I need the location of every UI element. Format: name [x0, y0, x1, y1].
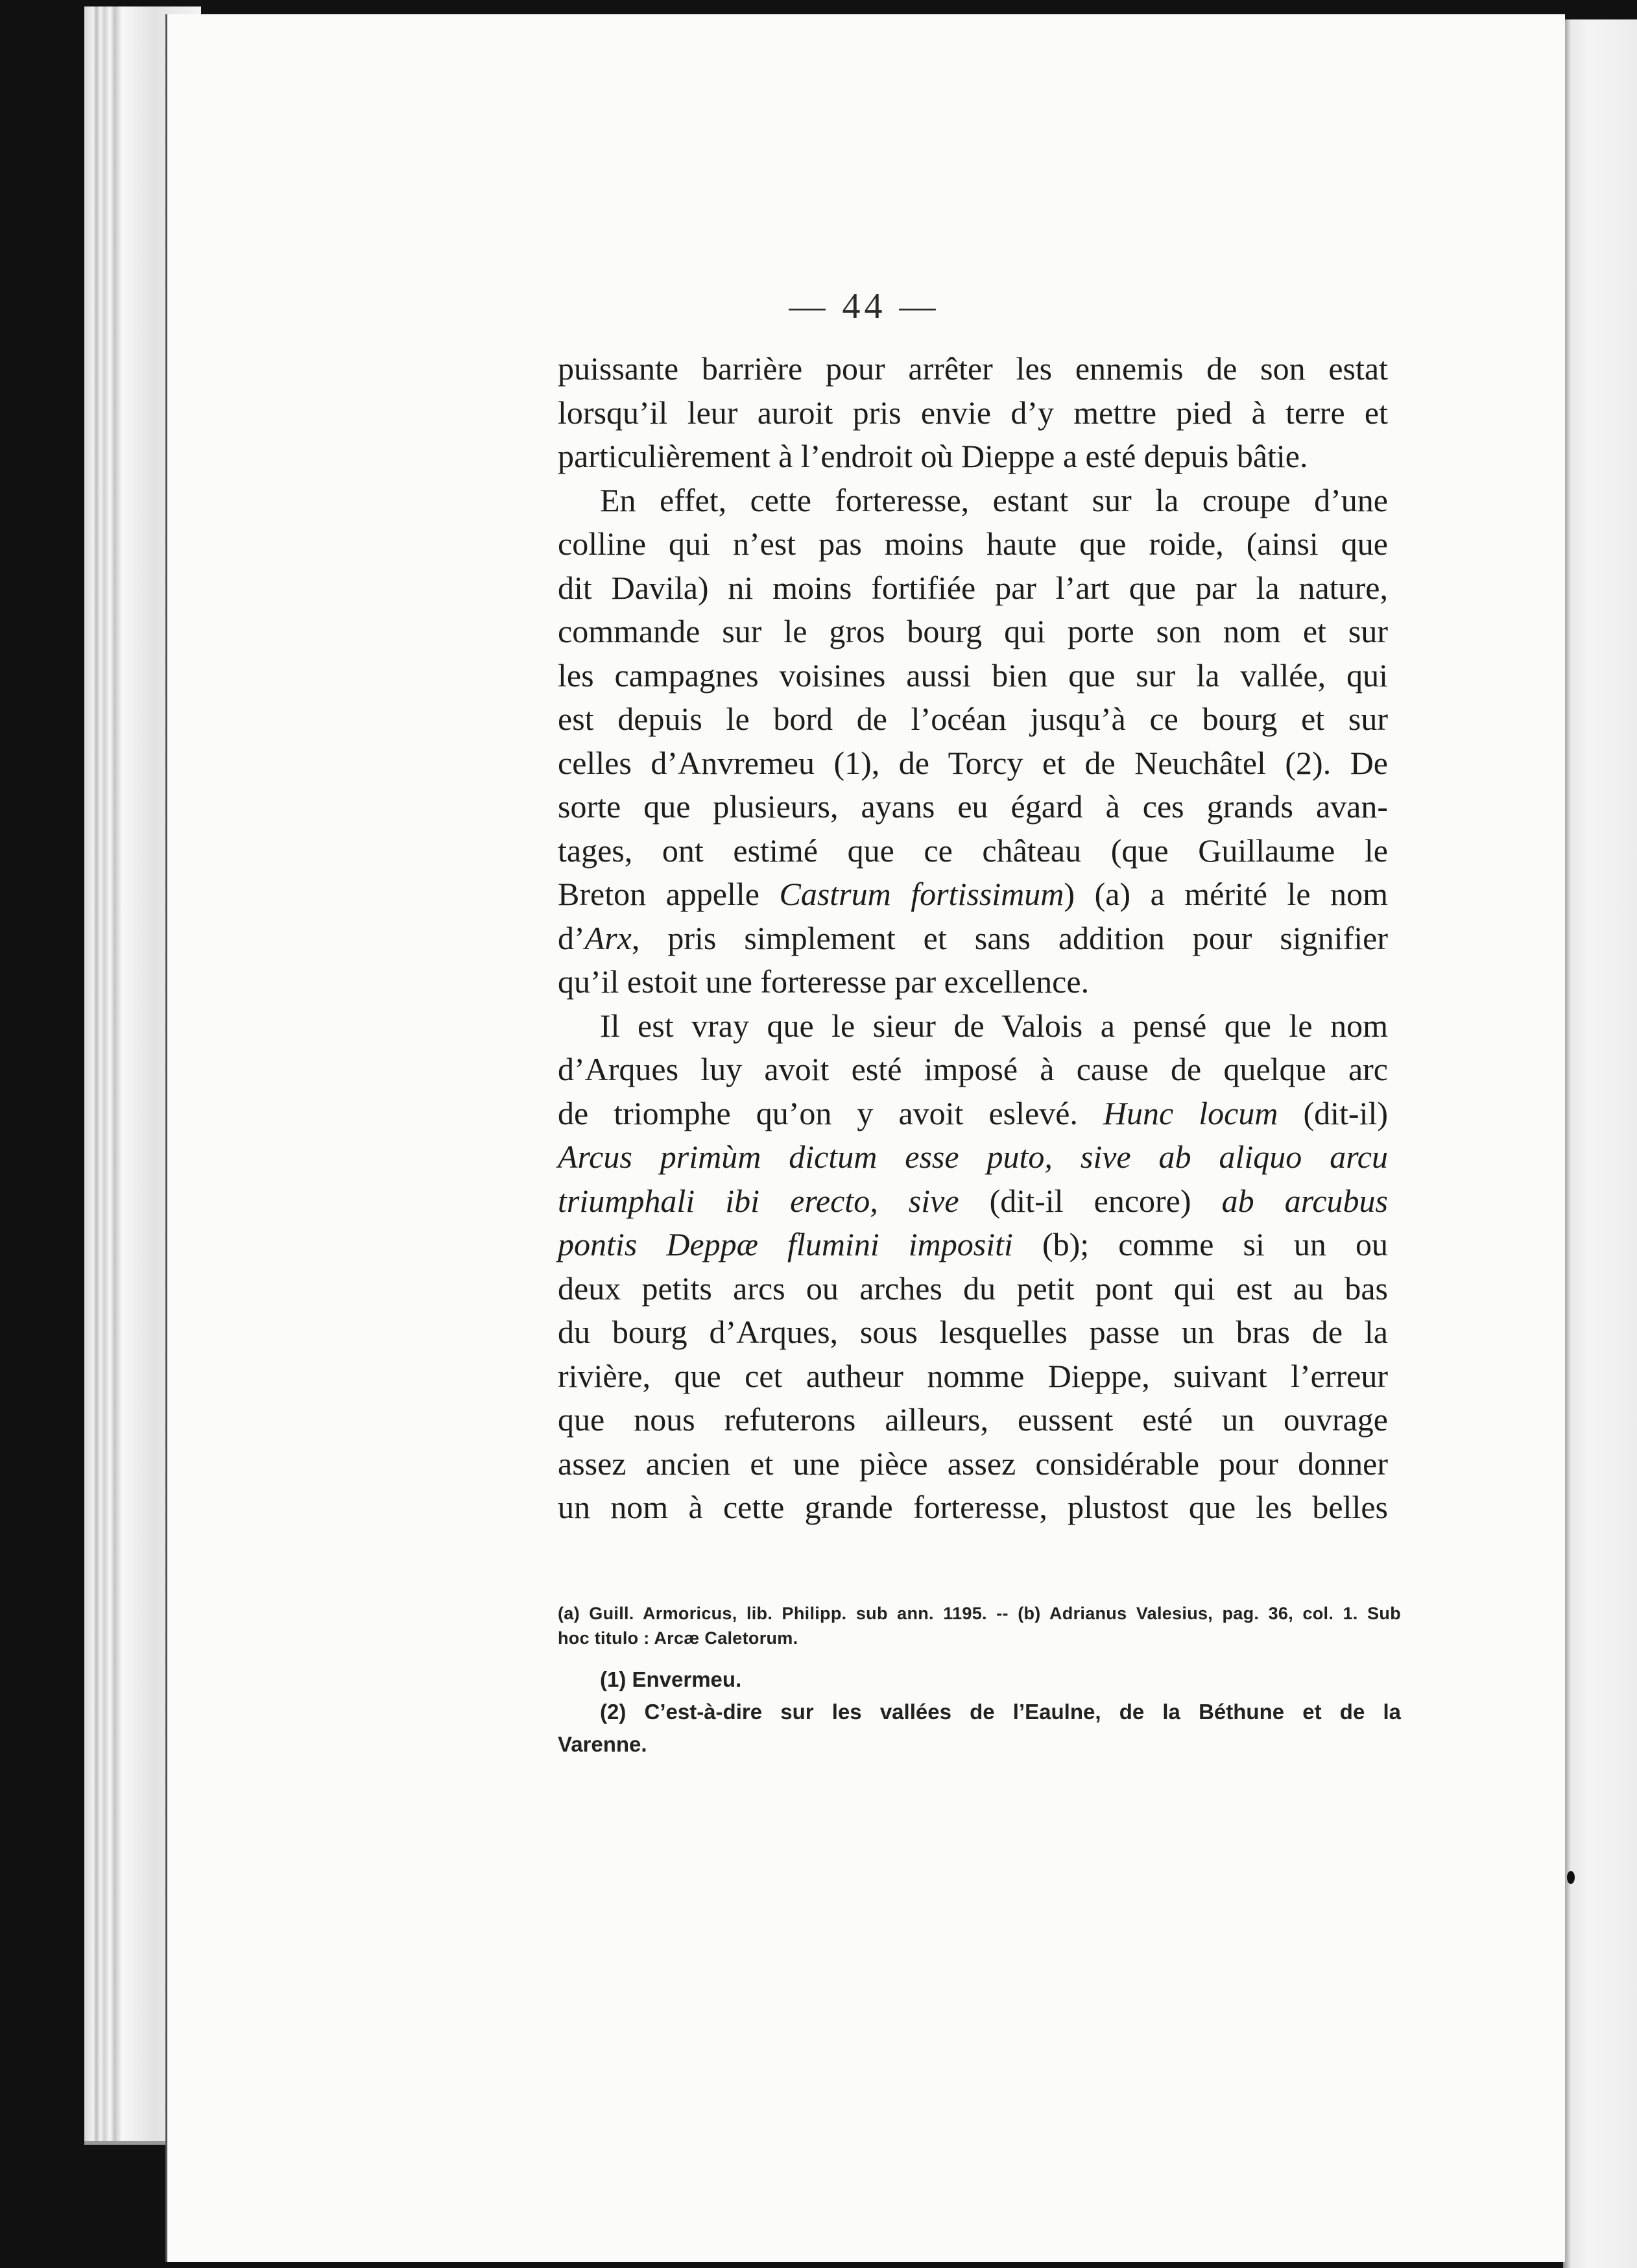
text-line: est depuis le bord de l’océan jusqu’à ce bourg et sur: [558, 701, 1388, 737]
text-run: (dit-il encore): [959, 1182, 1222, 1219]
text-line: rivière, que cet autheur nomme Dieppe, suivant l’erreur: [558, 1357, 1388, 1394]
page-number: — 44 —: [789, 286, 940, 326]
text-line: d’Arques luy avoit esté imposé à cause de quelque arc: [558, 1051, 1388, 1087]
text-line: un nom à cette grande forteresse, plustost que les belles: [558, 1489, 1388, 1525]
italic-run: Arx: [584, 919, 632, 956]
footnote-numbers: [558, 1663, 1401, 1761]
text-line: que nous refuterons ailleurs, eussent esté un ouvrage: [558, 1401, 1388, 1438]
right-leaf-edge: [1563, 19, 1637, 2268]
text-run: Breton appelle: [558, 876, 780, 912]
text-run: d’: [558, 919, 585, 956]
text-line: du bourg d’Arques, sous lesquelles passe un bras de la: [558, 1314, 1388, 1350]
text-line: puissante barrière pour arrêter les ennemis de son estat: [558, 350, 1388, 387]
footnotes: [558, 1601, 1401, 1761]
text-line-mixed: [558, 1223, 1388, 1267]
text-run: de triomphe qu’on y avoit eslevé.: [558, 1094, 1103, 1131]
text-run: (dit-il): [1278, 1094, 1388, 1131]
footnote-letters: [558, 1601, 1401, 1650]
footnote-line: Varenne.: [558, 1732, 647, 1756]
text-line: les campagnes voisines aussi bien que sur la vallée, qui: [558, 657, 1388, 694]
text-line: sorte que plusieurs, ayans eu égard à ces grands avan-: [558, 788, 1388, 825]
text-line: lorsqu’il leur auroit pris envie d’y mettre pied à terre et: [558, 394, 1388, 431]
italic-run: Hunc locum: [1103, 1094, 1278, 1131]
text-line: tages, ont estimé que ce château (que Guillaume le: [558, 832, 1388, 869]
body-text: [558, 347, 1388, 1530]
text-run: (b); comme si un ou: [1012, 1226, 1388, 1262]
text-line: commande sur le gros bourg qui porte son nom et sur: [558, 613, 1388, 649]
text-run: , pris simplement et sans addition pour signifier: [631, 919, 1388, 956]
text-run: ) (a) a mérité le nom: [1064, 876, 1388, 912]
italic-run: pontis Deppæ flumini impositi: [558, 1226, 1013, 1262]
text-line: qu’il estoit une forteresse par excellence.: [558, 963, 1090, 1000]
footnote-line: (1) Envermeu.: [600, 1667, 742, 1691]
text-line-italic: Arcus primùm dictum esse puto, sive ab aliquo arcu: [558, 1139, 1388, 1175]
footnote-line: hoc titulo : Arcæ Caletorum.: [558, 1628, 798, 1648]
text-line-mixed: [558, 1092, 1388, 1136]
ink-spot: [1567, 1871, 1575, 1884]
text-line: particulièrement à l’endroit où Dieppe a esté depuis bâtie.: [558, 438, 1308, 474]
text-line: celles d’Anvremeu (1), de Torcy et de Neuchâtel (2). De: [558, 744, 1388, 781]
text-line: deux petits arcs ou arches du petit pont qui est au bas: [558, 1270, 1388, 1307]
italic-run: ab arcubus: [1221, 1182, 1388, 1219]
text-line: assez ancien et une pièce assez considérable pour donner: [558, 1445, 1388, 1482]
text-line-mixed: [558, 873, 1388, 917]
text-line: Il est vray que le sieur de Valois a pensé que le nom: [600, 1007, 1388, 1044]
italic-run: Castrum fortissimum: [779, 876, 1064, 912]
footnote-line: (2) C’est-à-dire sur les vallées de l’Eaulne, de la Béthune et de la: [600, 1700, 1401, 1724]
footnote-line: (a) Guill. Armoricus, lib. Philipp. sub ann. 1195. -- (b) Adrianus Valesius, pag. 36, col. 1. Sub: [558, 1604, 1401, 1623]
text-line: dit Davila) ni moins fortifiée par l’art que par la nature,: [558, 569, 1388, 606]
text-line: En effet, cette forteresse, estant sur la croupe d’une: [600, 481, 1388, 518]
italic-run: triumphali ibi erecto, sive: [558, 1182, 959, 1219]
text-line: colline qui n’est pas moins haute que roide, (ainsi que: [558, 525, 1388, 562]
text-line-mixed: [558, 1179, 1388, 1224]
text-line-mixed: [558, 917, 1388, 961]
